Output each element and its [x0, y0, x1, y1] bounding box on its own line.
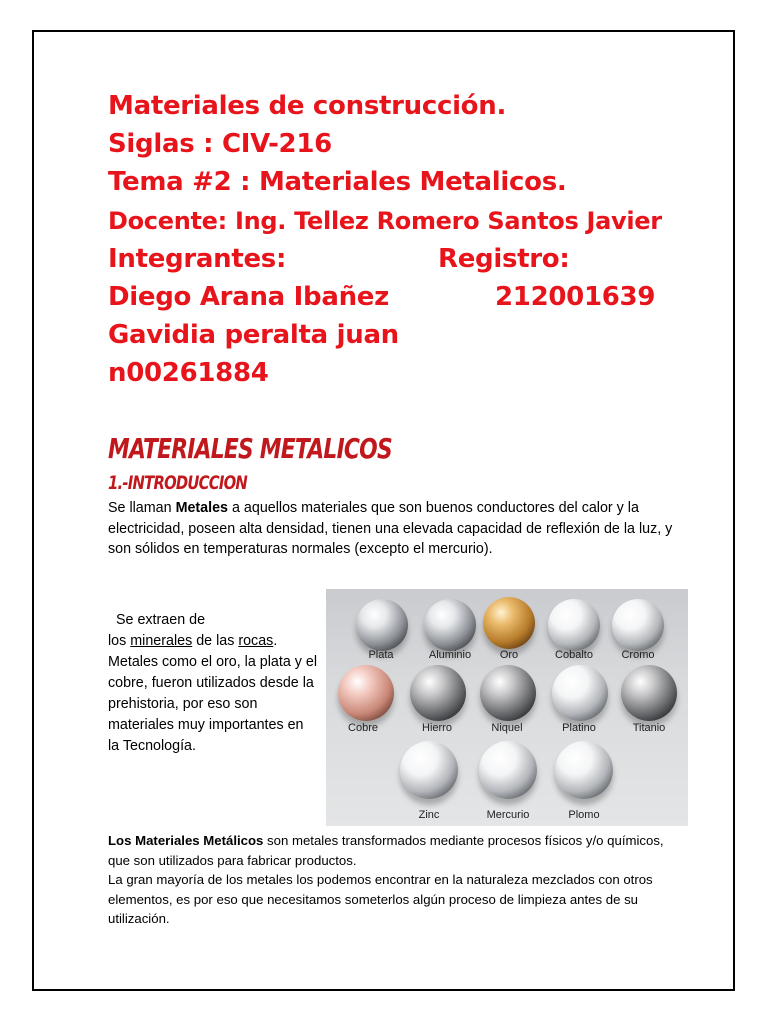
sphere-cobre: [338, 665, 394, 721]
sphere-cromo: [612, 599, 664, 651]
label-niquel: Niquel: [491, 722, 523, 734]
topic-title: Tema #2 : Materiales Metalicos.: [108, 167, 567, 197]
rocas-link[interactable]: rocas: [238, 633, 274, 649]
label-hierro: Hierro: [422, 722, 452, 734]
label-zinc: Zinc: [418, 809, 440, 821]
registro-label: Registro:: [438, 244, 570, 274]
label-mercurio: Mercurio: [486, 809, 530, 821]
sphere-platino: [552, 665, 608, 721]
section-subtitle: 1.-INTRODUCCION: [108, 472, 248, 494]
sphere-aluminio: [424, 599, 476, 651]
side-text-c: .: [273, 633, 278, 649]
label-platino: Platino: [562, 722, 596, 734]
member-2-name: Gavidia peralta juan: [108, 320, 399, 350]
intro-post: a aquellos materiales que son buenos conductores del calor y la electricidad, poseen alta densidad, tienen una elevada capacidad de reflexión de la luz, y son sólidos en temperaturas normales (excepto el mercurio).: [108, 500, 673, 557]
sphere-plomo: [555, 741, 613, 799]
intro-pre: Se llaman: [108, 500, 176, 516]
sphere-mercurio: [479, 741, 537, 799]
side-text-a: los: [108, 633, 131, 649]
closing-p1: [108, 831, 678, 870]
side-text-b: de las: [192, 633, 239, 649]
sphere-cobalto: [548, 599, 600, 651]
closing-p2: La gran mayoría de los metales los podemos encontrar en la naturaleza mezclados con otros elementos, es por eso que necesitamos someterlos algún proceso de limpieza antes de su utilización.: [108, 872, 653, 926]
label-titanio: Titanio: [632, 722, 666, 734]
member-1-registro: 212001639: [495, 282, 656, 312]
member-2-registro: n00261884: [108, 358, 269, 388]
label-plomo: Plomo: [568, 809, 600, 821]
side-line-1: Se extraen de: [116, 612, 206, 628]
label-cromo: Cromo: [621, 649, 655, 661]
sphere-titanio: [621, 665, 677, 721]
label-cobre: Cobre: [348, 722, 378, 734]
course-title: Materiales de construcción.: [108, 91, 507, 121]
sphere-hierro: [410, 665, 466, 721]
side-line-2: [108, 631, 318, 652]
side-paragraph: [108, 610, 318, 757]
closing-bold: Los Materiales Metálicos: [108, 833, 264, 848]
label-oro: Oro: [499, 649, 519, 661]
sphere-plata: [356, 599, 408, 651]
side-line-3: Metales como el oro, la plata y el cobre, fueron utilizados desde la prehistoria, por eso son materiales muy importantes en la Tecnología.: [108, 654, 317, 754]
label-plata: Plata: [368, 649, 394, 661]
minerales-link[interactable]: minerales: [130, 633, 193, 649]
teacher-line: Docente: Ing. Tellez Romero Santos Javier: [108, 207, 662, 235]
label-aluminio: Aluminio: [428, 649, 472, 661]
metal-spheres-image: [326, 589, 688, 826]
sphere-niquel: [480, 665, 536, 721]
course-code: Siglas : CIV-216: [108, 129, 332, 159]
label-cobalto: Cobalto: [555, 649, 593, 661]
sphere-zinc: [400, 741, 458, 799]
member-1-name: Diego Arana Ibañez: [108, 282, 389, 312]
integrantes-label: Integrantes:: [108, 244, 287, 274]
sphere-oro: [483, 597, 535, 649]
intro-bold: Metales: [175, 500, 229, 516]
closing-rest: son metales transformados mediante procesos físicos y/o químicos, que son utilizados para fabricar productos.: [108, 833, 664, 868]
intro-paragraph: [108, 498, 678, 560]
closing-paragraph: [108, 831, 678, 929]
section-title: MATERIALES METALICOS: [108, 432, 392, 465]
